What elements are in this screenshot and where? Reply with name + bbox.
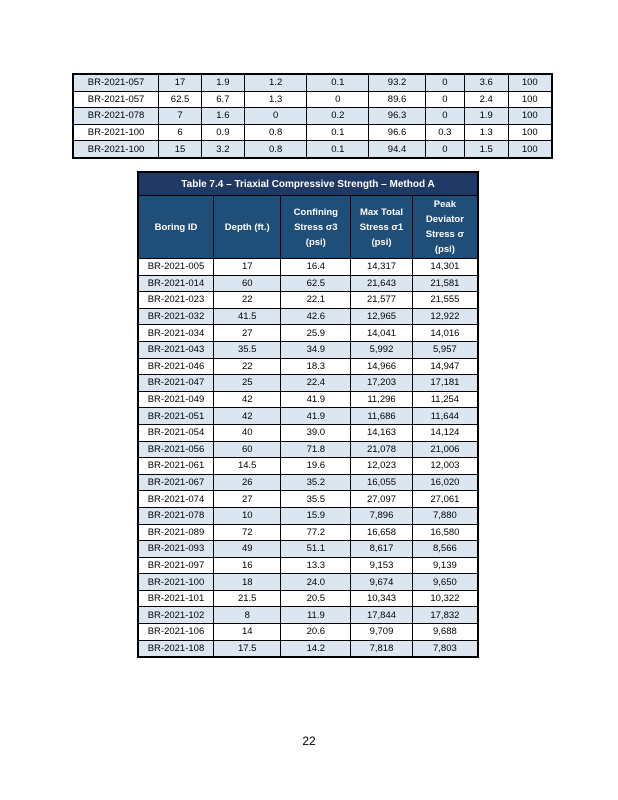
table-cell: 0.8 bbox=[244, 141, 307, 158]
table-cell: 11,296 bbox=[351, 391, 413, 408]
table-cell: 27,097 bbox=[351, 491, 413, 508]
table-cell: 41.9 bbox=[281, 408, 351, 425]
column-header bbox=[412, 196, 478, 259]
table-cell: 15.9 bbox=[281, 507, 351, 524]
table-cell: 21,581 bbox=[412, 275, 478, 292]
table-cell: 9,153 bbox=[351, 557, 413, 574]
table-cell: 20.6 bbox=[281, 624, 351, 641]
table-row bbox=[73, 141, 552, 158]
table-row bbox=[138, 275, 478, 292]
table-cell: 100 bbox=[508, 141, 552, 158]
table-cell: 14,301 bbox=[412, 259, 478, 276]
table-cell: 17,203 bbox=[351, 375, 413, 392]
table-cell: 14,163 bbox=[351, 424, 413, 441]
boring-id-cell: BR-2021-100 bbox=[73, 141, 159, 158]
column-header-line: (psi) bbox=[305, 236, 326, 248]
table-row bbox=[138, 541, 478, 558]
table-cell: 42 bbox=[213, 391, 281, 408]
column-header-line: Stress σ3 bbox=[294, 221, 338, 233]
table-cell: 26 bbox=[213, 474, 281, 491]
table-cell: 1.9 bbox=[201, 74, 244, 91]
table-cell: 14 bbox=[213, 624, 281, 641]
table-cell: 49 bbox=[213, 541, 281, 558]
table-cell: 13.3 bbox=[281, 557, 351, 574]
boring-id-cell: BR-2021-100 bbox=[73, 124, 159, 141]
table-cell: 20.5 bbox=[281, 590, 351, 607]
table-cell: 60 bbox=[213, 275, 281, 292]
table-cell: 34.9 bbox=[281, 341, 351, 358]
table-cell: 8,566 bbox=[412, 541, 478, 558]
table-cell: 14,966 bbox=[351, 358, 413, 375]
table-cell: 0.1 bbox=[307, 124, 369, 141]
table-cell: 11,254 bbox=[412, 391, 478, 408]
table-cell: 27 bbox=[213, 491, 281, 508]
table-cell: 51.1 bbox=[281, 541, 351, 558]
table-cell: 93.2 bbox=[369, 74, 426, 91]
table-cell: 77.2 bbox=[281, 524, 351, 541]
table-cell: 71.8 bbox=[281, 441, 351, 458]
boring-id-cell: BR-2021-032 bbox=[138, 308, 213, 325]
column-header bbox=[281, 196, 351, 259]
boring-id-cell: BR-2021-014 bbox=[138, 275, 213, 292]
table-cell: 17 bbox=[213, 259, 281, 276]
table-cell: 21.5 bbox=[213, 590, 281, 607]
table-row bbox=[138, 391, 478, 408]
table-cell: 3.6 bbox=[464, 74, 508, 91]
table-cell: 21,643 bbox=[351, 275, 413, 292]
table-cell: 72 bbox=[213, 524, 281, 541]
boring-id-cell: BR-2021-054 bbox=[138, 424, 213, 441]
table-cell: 14,124 bbox=[412, 424, 478, 441]
table-cell: 16.4 bbox=[281, 259, 351, 276]
table-cell: 60 bbox=[213, 441, 281, 458]
column-header-line: Peak bbox=[433, 199, 456, 210]
table-cell: 9,139 bbox=[412, 557, 478, 574]
table-cell: 12,023 bbox=[351, 458, 413, 475]
boring-id-cell: BR-2021-023 bbox=[138, 292, 213, 309]
page-number: 22 bbox=[302, 734, 316, 748]
column-header-line: Boring ID bbox=[154, 221, 198, 233]
table-cell: 7,818 bbox=[351, 640, 413, 657]
table-cell: 0 bbox=[425, 108, 464, 125]
table-cell: 0.1 bbox=[307, 74, 369, 91]
table-row bbox=[138, 375, 478, 392]
table-cell: 94.4 bbox=[369, 141, 426, 158]
column-header-line: Max Total bbox=[359, 206, 404, 218]
table-cell: 2.4 bbox=[464, 91, 508, 108]
table-cell: 22.4 bbox=[281, 375, 351, 392]
table-cell: 0 bbox=[425, 74, 464, 91]
table-cell: 11.9 bbox=[281, 607, 351, 624]
table-row bbox=[73, 74, 552, 91]
table-cell: 9,650 bbox=[412, 574, 478, 591]
table-cell: 27,061 bbox=[412, 491, 478, 508]
table-cell: 8,617 bbox=[351, 541, 413, 558]
table-cell: 1.9 bbox=[464, 108, 508, 125]
table-cell: 18.3 bbox=[281, 358, 351, 375]
table-row bbox=[73, 91, 552, 108]
table-cell: 11,644 bbox=[412, 408, 478, 425]
boring-id-cell: BR-2021-100 bbox=[138, 574, 213, 591]
table-cell: 14,947 bbox=[412, 358, 478, 375]
boring-id-cell: BR-2021-046 bbox=[138, 358, 213, 375]
boring-id-cell: BR-2021-047 bbox=[138, 375, 213, 392]
table-cell: 16 bbox=[213, 557, 281, 574]
table-cell: 100 bbox=[508, 91, 552, 108]
table-cell: 16,580 bbox=[412, 524, 478, 541]
boring-id-cell: BR-2021-057 bbox=[73, 91, 159, 108]
table-cell: 17,844 bbox=[351, 607, 413, 624]
column-header bbox=[138, 196, 213, 259]
table-cell: 17,832 bbox=[412, 607, 478, 624]
column-header-line: Stress σ1 bbox=[359, 221, 404, 233]
table-row bbox=[138, 507, 478, 524]
table-cell: 14,016 bbox=[412, 325, 478, 342]
table-cell: 6 bbox=[159, 124, 202, 141]
table-cell: 6.7 bbox=[201, 91, 244, 108]
table-row bbox=[138, 292, 478, 309]
table-cell: 1.3 bbox=[464, 124, 508, 141]
table-cell: 8 bbox=[213, 607, 281, 624]
table-cell: 1.3 bbox=[244, 91, 307, 108]
table-cell: 21,577 bbox=[351, 292, 413, 309]
table-row bbox=[138, 341, 478, 358]
table-cell: 0 bbox=[425, 141, 464, 158]
table-cell: 1.6 bbox=[201, 108, 244, 125]
table-cell: 42 bbox=[213, 408, 281, 425]
table-cell: 10,322 bbox=[412, 590, 478, 607]
table-row bbox=[138, 574, 478, 591]
table-row bbox=[138, 259, 478, 276]
boring-id-cell: BR-2021-078 bbox=[73, 108, 159, 125]
table-cell: 21,006 bbox=[412, 441, 478, 458]
table-cell: 0 bbox=[244, 108, 307, 125]
table-cell: 15 bbox=[159, 141, 202, 158]
boring-id-cell: BR-2021-051 bbox=[138, 408, 213, 425]
table-cell: 7,880 bbox=[412, 507, 478, 524]
table-cell: 22 bbox=[213, 292, 281, 309]
table-cell: 14.5 bbox=[213, 458, 281, 475]
column-header-line: Confining bbox=[293, 206, 338, 218]
table-row bbox=[138, 474, 478, 491]
table-cell: 1.2 bbox=[244, 74, 307, 91]
table-cell: 22 bbox=[213, 358, 281, 375]
column-header bbox=[213, 196, 281, 259]
boring-id-cell: BR-2021-097 bbox=[138, 557, 213, 574]
table-cell: 25 bbox=[213, 375, 281, 392]
boring-id-cell: BR-2021-061 bbox=[138, 458, 213, 475]
table-row bbox=[138, 607, 478, 624]
table-title: Table 7.4 – Triaxial Compressive Strength – Method A bbox=[138, 172, 478, 196]
table-cell: 21,555 bbox=[412, 292, 478, 309]
column-header bbox=[351, 196, 413, 259]
table-row bbox=[138, 524, 478, 541]
boring-id-cell: BR-2021-106 bbox=[138, 624, 213, 641]
table-cell: 16,055 bbox=[351, 474, 413, 491]
table-cell: 39.0 bbox=[281, 424, 351, 441]
table-cell: 41.5 bbox=[213, 308, 281, 325]
table-cell: 19.6 bbox=[281, 458, 351, 475]
table-cell: 12,965 bbox=[351, 308, 413, 325]
table-cell: 17.5 bbox=[213, 640, 281, 657]
table-cell: 0.2 bbox=[307, 108, 369, 125]
table-row bbox=[73, 124, 552, 141]
table-row bbox=[138, 424, 478, 441]
boring-id-cell: BR-2021-101 bbox=[138, 590, 213, 607]
table-cell: 14.2 bbox=[281, 640, 351, 657]
table-row bbox=[138, 358, 478, 375]
table-cell: 7,803 bbox=[412, 640, 478, 657]
table-cell: 16,020 bbox=[412, 474, 478, 491]
table-cell: 9,709 bbox=[351, 624, 413, 641]
table-cell: 17,181 bbox=[412, 375, 478, 392]
table-cell: 35.5 bbox=[281, 491, 351, 508]
boring-id-cell: BR-2021-067 bbox=[138, 474, 213, 491]
boring-id-cell: BR-2021-108 bbox=[138, 640, 213, 657]
table-cell: 18 bbox=[213, 574, 281, 591]
boring-id-cell: BR-2021-005 bbox=[138, 259, 213, 276]
table-cell: 7,896 bbox=[351, 507, 413, 524]
table-row bbox=[138, 441, 478, 458]
table-cell: 62.5 bbox=[159, 91, 202, 108]
table-cell: 21,078 bbox=[351, 441, 413, 458]
table-cell: 3.2 bbox=[201, 141, 244, 158]
table-cell: 42.6 bbox=[281, 308, 351, 325]
table-cell: 16,658 bbox=[351, 524, 413, 541]
table-cell: 0 bbox=[425, 91, 464, 108]
table-cell: 96.3 bbox=[369, 108, 426, 125]
table-cell: 89.6 bbox=[369, 91, 426, 108]
previous-table-continuation bbox=[72, 73, 553, 159]
column-header-line: Depth (ft.) bbox=[224, 221, 270, 233]
table-cell: 35.5 bbox=[213, 341, 281, 358]
table-cell: 100 bbox=[508, 124, 552, 141]
table-cell: 40 bbox=[213, 424, 281, 441]
table-cell: 17 bbox=[159, 74, 202, 91]
table-cell: 12,003 bbox=[412, 458, 478, 475]
table-cell: 41.9 bbox=[281, 391, 351, 408]
table-cell: 100 bbox=[508, 74, 552, 91]
table-cell: 7 bbox=[159, 108, 202, 125]
column-header-line: (psi) bbox=[371, 236, 392, 248]
boring-id-cell: BR-2021-057 bbox=[73, 74, 159, 91]
table-cell: 25.9 bbox=[281, 325, 351, 342]
table-cell: 100 bbox=[508, 108, 552, 125]
table-cell: 5,957 bbox=[412, 341, 478, 358]
boring-id-cell: BR-2021-089 bbox=[138, 524, 213, 541]
column-header-line: Deviator bbox=[425, 214, 464, 225]
table-row bbox=[138, 557, 478, 574]
table-cell: 0.8 bbox=[244, 124, 307, 141]
column-header-line: Stress σ bbox=[425, 229, 464, 240]
table-cell: 10,343 bbox=[351, 590, 413, 607]
table-cell: 10 bbox=[213, 507, 281, 524]
boring-id-cell: BR-2021-074 bbox=[138, 491, 213, 508]
triaxial-strength-table bbox=[137, 171, 479, 658]
boring-id-cell: BR-2021-078 bbox=[138, 507, 213, 524]
table-row bbox=[138, 590, 478, 607]
table-cell: 0 bbox=[307, 91, 369, 108]
table-cell: 14,041 bbox=[351, 325, 413, 342]
table-cell: 0.9 bbox=[201, 124, 244, 141]
table-row bbox=[138, 491, 478, 508]
table-cell: 0.3 bbox=[425, 124, 464, 141]
table-row bbox=[138, 308, 478, 325]
table-cell: 1.5 bbox=[464, 141, 508, 158]
boring-id-cell: BR-2021-056 bbox=[138, 441, 213, 458]
table-cell: 96.6 bbox=[369, 124, 426, 141]
table-row bbox=[138, 408, 478, 425]
table-cell: 11,686 bbox=[351, 408, 413, 425]
boring-id-cell: BR-2021-102 bbox=[138, 607, 213, 624]
table-cell: 0.1 bbox=[307, 141, 369, 158]
table-row bbox=[138, 325, 478, 342]
table-cell: 22.1 bbox=[281, 292, 351, 309]
table-cell: 24.0 bbox=[281, 574, 351, 591]
table-cell: 5,992 bbox=[351, 341, 413, 358]
table-cell: 9,674 bbox=[351, 574, 413, 591]
table-cell: 9,688 bbox=[412, 624, 478, 641]
table-row bbox=[73, 108, 552, 125]
boring-id-cell: BR-2021-034 bbox=[138, 325, 213, 342]
table-cell: 14,317 bbox=[351, 259, 413, 276]
table-row bbox=[138, 458, 478, 475]
table-cell: 12,922 bbox=[412, 308, 478, 325]
table-row bbox=[138, 640, 478, 657]
table-cell: 62.5 bbox=[281, 275, 351, 292]
table-row bbox=[138, 624, 478, 641]
boring-id-cell: BR-2021-049 bbox=[138, 391, 213, 408]
column-header-line: (psi) bbox=[434, 244, 455, 255]
table-cell: 27 bbox=[213, 325, 281, 342]
boring-id-cell: BR-2021-043 bbox=[138, 341, 213, 358]
boring-id-cell: BR-2021-093 bbox=[138, 541, 213, 558]
table-cell: 35.2 bbox=[281, 474, 351, 491]
